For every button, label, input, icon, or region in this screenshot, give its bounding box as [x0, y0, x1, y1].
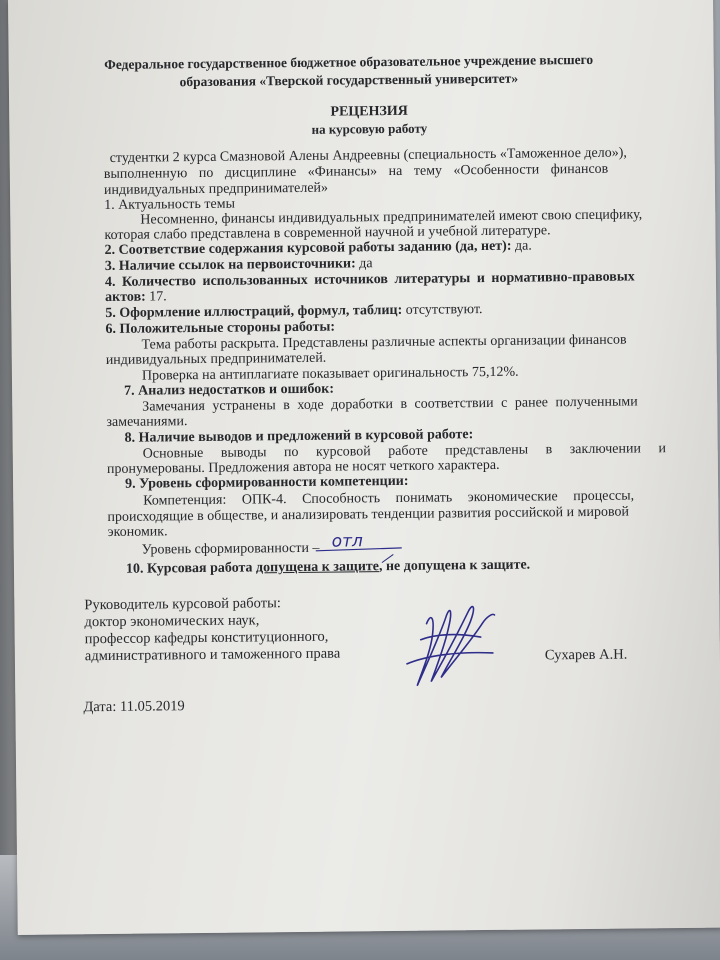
section-4-heading: 4. Количество использованных источников литературы и нормативно-правовых: [104, 269, 635, 290]
signature-image: [396, 593, 507, 694]
section-10-admitted: допущена к защите: [255, 559, 380, 576]
section-1-heading: 1. Актуальность темы: [104, 196, 236, 214]
header-line-2: образования «Тверской государственный университет»: [179, 70, 519, 90]
section-6-heading: 6. Положительные стороны работы:: [105, 319, 336, 337]
competence-level-label: Уровень сформированности –: [141, 540, 320, 558]
section-7-text-2: замечаниями.: [106, 414, 188, 430]
level-underline: [314, 544, 404, 555]
section-7-heading: 7. Анализ недостатков и ошибок:: [124, 381, 335, 399]
intro-line-1: студентки 2 курса Смазновой Алены Андреевны (специальность «Таможенное дело»),: [109, 145, 627, 166]
supervisor-line-1: Руководитель курсовой работы:: [84, 595, 281, 614]
intro-line-3: индивидуальных предпринимателей»: [103, 180, 329, 199]
section-9-text-2: происходящие в обществе, и анализировать тенденции развития российской и мировой: [107, 504, 630, 525]
supervisor-line-3: профессор кафедры конституционного,: [84, 628, 329, 648]
section-8-text-1: Основные выводы по курсовой работе представлены в заключении и: [142, 441, 667, 462]
section-3-value: да: [359, 256, 373, 272]
section-6-text-2: индивидуальных предпринимателей.: [105, 350, 327, 368]
section-9-text-1: Компетенция: ОПК-4. Способность понимать экономические процессы,: [143, 488, 635, 509]
competence-level-handwritten: отл: [331, 531, 363, 552]
section-9-heading: 9. Уровень сформированности компетенции:: [124, 473, 409, 492]
section-7-text-1: Замечания устранены в ходе доработки в соответствии с ранее полученными: [142, 394, 638, 415]
section-8-heading: 8. Наличие выводов и предложений в курсовой работе:: [124, 427, 474, 446]
section-5-heading: 5. Оформление иллюстраций, формул, таблиц:: [105, 302, 403, 321]
section-1-text-1: Несомненно, финансы индивидуальных предпринимателей имеют свою специфику,: [140, 207, 643, 228]
section-9-text-3: экономик.: [107, 524, 168, 540]
document-subtitle: на курсовую работу: [311, 120, 428, 137]
section-2-heading: 2. Соответствие содержания курсовой работы заданию (да, нет):: [104, 238, 512, 259]
section-1-text-2: которая слабо представлена в современной научной и учебной литературе.: [104, 223, 551, 244]
section-5-value: отсутствуют.: [405, 302, 483, 318]
header-line-1: Федеральное государственное бюджетное образовательное учреждение высшего: [104, 51, 594, 72]
supervisor-line-2: доктор экономических наук,: [84, 612, 260, 631]
section-6-text-3: Проверка на антиплагиате показывает оригинальность 75,12%.: [141, 364, 519, 384]
intro-line-2: выполненную по дисциплине «Финансы» на тему «Особенности финансов: [103, 161, 609, 183]
section-8-text-2: пронумерованы. Предложения автора не носят четкого характера.: [106, 457, 500, 477]
section-10-prefix: 10. Курсовая работа: [125, 560, 253, 577]
review-document: [8, 0, 720, 935]
section-10-not-admitted: не допущена к защите.: [385, 557, 531, 575]
document-title: РЕЦЕНЗИЯ: [330, 103, 408, 120]
section-2-value: да.: [514, 238, 532, 254]
section-3-heading: 3. Наличие ссылок на первоисточники:: [104, 256, 356, 275]
section-10-separator: ,: [378, 559, 383, 575]
supervisor-name: Сухарев А.Н.: [544, 646, 628, 664]
document-date: Дата: 11.05.2019: [83, 698, 185, 716]
supervisor-line-4: административного и таможенного права: [84, 645, 341, 665]
section-4-value: 17.: [149, 289, 167, 305]
section-6-text-1: Тема работы раскрыта. Представлены различные аспекты организации финансов: [141, 332, 627, 353]
section-4-heading-2: актов:: [105, 289, 146, 305]
